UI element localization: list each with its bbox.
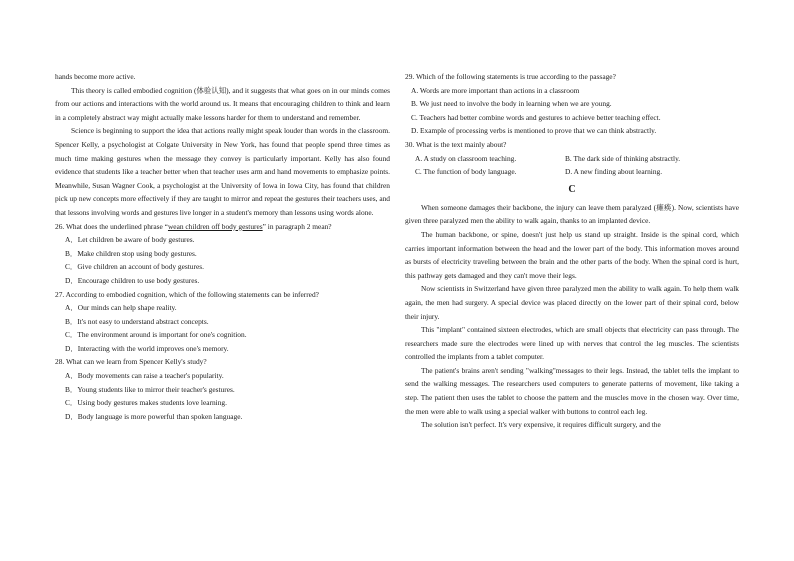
passage-paragraph: When someone damages their backbone, the injury can leave them paralyzed (瘫痪). Now, scientists have given three paralyzed men the ability to walk again, thanks to an implanted device.: [405, 202, 739, 226]
passage-paragraph: Now scientists in Switzerland have given three paralyzed men the ability to walk again. To help them walk again, the men had surgery. A special device was placed directly on the lower part of their spinal cord, below their injury.: [405, 284, 739, 321]
option: A．Let children be aware of body gestures.: [65, 235, 195, 245]
option: B．It's not easy to understand abstract concepts.: [65, 316, 209, 326]
option: D．Interacting with the world improves one's memory.: [65, 343, 229, 353]
option-row: [405, 152, 739, 166]
option: B. The dark side of thinking abstractly.: [565, 153, 681, 163]
passage-paragraph: This "implant" contained sixteen electrodes, which are small objects that electricity can pass through. The researchers made sure the electrodes were lined up with nerves that control the leg muscles. The scientists controlled the implants from a tablet computer.: [405, 325, 739, 362]
option: A. Words are more important than actions in a classroom: [411, 85, 580, 95]
underlined-phrase: wean children off body gestures: [167, 221, 263, 231]
option: A. A study on classroom teaching.: [415, 153, 517, 163]
passage-paragraph: This theory is called embodied cognition (体验认知), and it suggests that what goes on in our minds comes from our actions and interactions with the world around us. It means that encouraging children to think and learn in a completely abstract way might actually make lessons harder for them to understand and remember.: [55, 85, 390, 122]
option: C．The environment around is important for one's cognition.: [65, 330, 247, 340]
right-column: [405, 70, 739, 432]
option: C．Give children an account of body gestures.: [65, 262, 204, 272]
option: C．Using body gestures makes students love learning.: [65, 398, 227, 408]
option: C. Teachers had better combine words and gestures to achieve better teaching effect.: [411, 112, 661, 122]
option: B．Make children stop using body gestures.: [65, 248, 197, 258]
option: C. The function of body language.: [415, 167, 517, 177]
passage-paragraph: The solution isn't perfect. It's very expensive, it requires difficult surgery, and the: [421, 420, 661, 430]
option: D. Example of processing verbs is mentioned to prove that we can think abstractly.: [411, 126, 657, 136]
question-26: 26. What does the underlined phrase “wean children off body gestures” in paragraph 2 mean?: [55, 221, 332, 231]
option: A．Body movements can raise a teacher's popularity.: [65, 371, 224, 381]
question-27: 27. According to embodied cognition, which of the following statements can be inferred?: [55, 289, 319, 299]
option: B. We just need to involve the body in learning when we are young.: [411, 99, 612, 109]
question-29: 29. Which of the following statements is true according to the passage?: [405, 72, 616, 81]
passage-paragraph: The patient's brains aren't sending "walking"messages to their legs. Instead, the tablet tells the implant to send the walking messages. The researchers used computers to generate patterns of movement, like taking a step. The patient then uses the tablet to choose the pattern and the muscles move in the chosen way. Over time, the men were able to walk using a special walker with buttons to control each leg.: [405, 365, 739, 416]
question-30: 30. What is the text mainly about?: [405, 139, 507, 149]
passage-paragraph: Science is beginning to support the idea that actions really might speak louder than words in the classroom. Spencer Kelly, a psychologist at Colgate University in New York, has found that people spend three times as much time making gestures when the message they convey is particularly important. Kelly has also found evidence that students like a teacher better when that teacher uses arm and hand movements to emphasize points. Meanwhile, Susan Wagner Cook, a psychologist at the University of Iowa in Iowa City, has found that children pick up new concepts more effectively if they are taught to mirror and repeat the gestures their teachers uses, and that lessons involving words and gestures live longer in a student's memory than lessons using words alone.: [55, 126, 390, 217]
option-row: [405, 165, 739, 179]
left-column: [55, 70, 390, 423]
option: B．Young students like to mirror their teacher's gestures.: [65, 384, 235, 394]
option: A．Our minds can help shape reality.: [65, 303, 177, 313]
section-heading: C: [568, 183, 576, 195]
passage-paragraph: hands become more active.: [55, 72, 136, 81]
option: D．Body language is more powerful than spoken language.: [65, 411, 243, 421]
passage-paragraph: The human backbone, or spine, doesn't just help us stand up straight. Inside is the spinal cord, which carries important information between the head and the lower part of the body. This information moves around as bursts of electricity traveling between the brain and the other parts of the body. When the spinal cord is hurt, this pathway gets damaged and they can't move their legs.: [405, 229, 739, 280]
question-28: 28. What can we learn from Spencer Kelly's study?: [55, 357, 207, 367]
option: D. A new finding about learning.: [565, 167, 663, 177]
option: D．Encourage children to use body gestures.: [65, 275, 200, 285]
